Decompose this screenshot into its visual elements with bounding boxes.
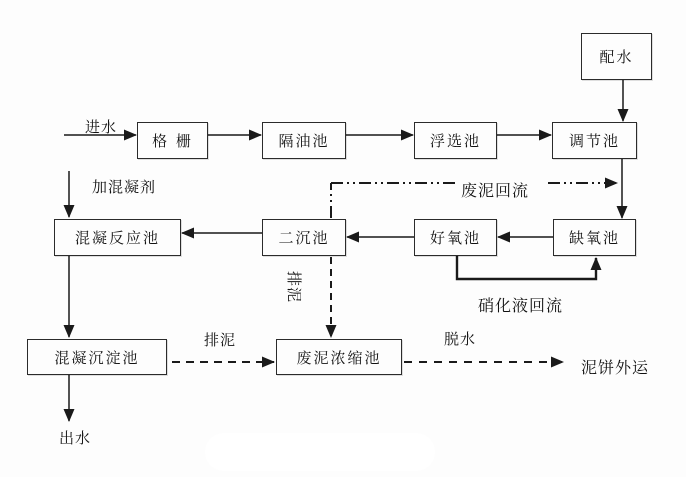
box-label: 浮选池 (429, 132, 481, 150)
box-water-distribution (581, 33, 652, 80)
box-label: 调节池 (568, 132, 620, 150)
label-influent: 进水 (85, 118, 118, 136)
box-aerobic-tank (414, 219, 497, 256)
box-coagulation-sedimentation-tank (27, 339, 167, 375)
box-equalization-tank (552, 122, 637, 159)
box-flotation-tank (414, 122, 497, 159)
box-anoxic-tank (553, 219, 636, 256)
label-sludge-discharge: 排泥 (204, 331, 237, 349)
label-effluent: 出水 (59, 429, 92, 447)
box-label: 好氧池 (429, 229, 481, 247)
label-sludge-discharge-vertical: 排泥 (285, 270, 304, 303)
box-oil-separation-tank (262, 122, 346, 159)
label-waste-sludge-return: 废泥回流 (461, 181, 530, 200)
box-label: 二沉池 (278, 229, 330, 247)
box-coagulation-reaction-tank (54, 219, 181, 256)
label-coagulant-dosing: 加混凝剂 (92, 178, 157, 196)
label-sludge-cake-transport: 泥饼外运 (581, 358, 650, 377)
box-label: 混凝沉淀池 (54, 348, 140, 367)
box-label: 废泥浓缩池 (296, 348, 382, 367)
box-label: 配水 (599, 48, 634, 66)
box-secondary-clarifier (262, 219, 346, 256)
box-label: 格 栅 (152, 132, 193, 150)
flow-nitrified-liquor-return (457, 256, 596, 279)
label-dewatering: 脱水 (444, 330, 477, 348)
box-label: 混凝反应池 (74, 229, 160, 247)
label-nitrified-liquor-return: 硝化液回流 (478, 296, 564, 315)
box-waste-sludge-thickening-tank (276, 339, 402, 375)
box-bar-screen (137, 122, 208, 159)
box-label: 隔油池 (278, 132, 330, 150)
box-label: 缺氧池 (568, 229, 620, 247)
